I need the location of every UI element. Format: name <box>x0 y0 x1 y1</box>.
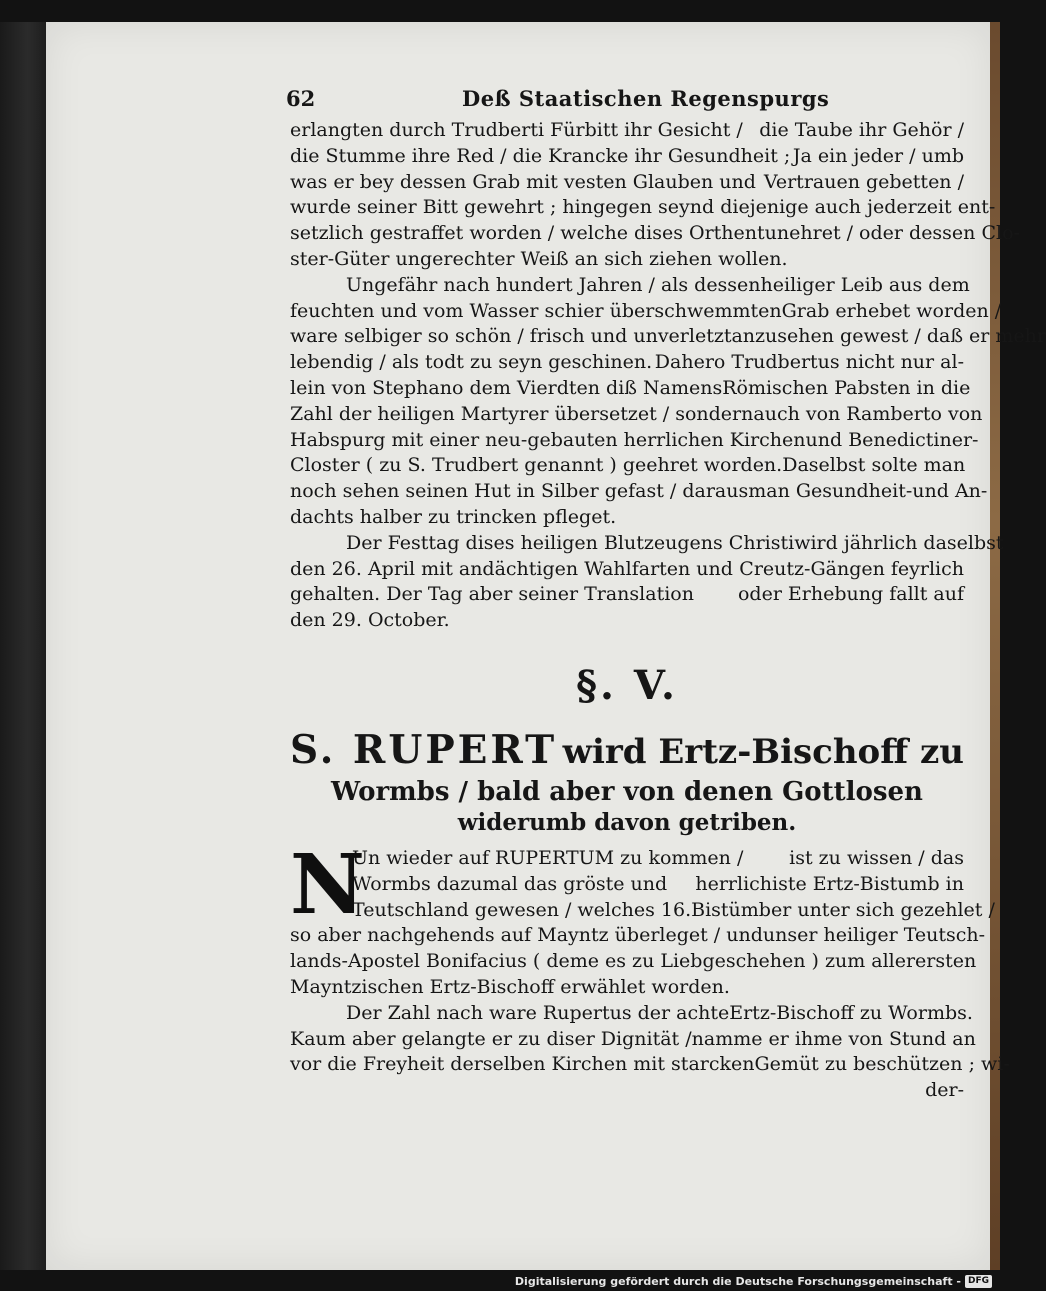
text-segment: die Taube ihr Gehör / <box>759 119 964 141</box>
text-line <box>290 144 964 170</box>
running-title: Deß Staatischen Regenspurgs <box>462 86 830 111</box>
text-segment: Un wieder auf RUPERTUM zu kommen / <box>352 846 744 869</box>
text-segment: lein von Stephano dem Vierdten diß Namens <box>290 376 723 399</box>
text-segment: Creutz-Gängen feyrlich <box>739 557 964 580</box>
text-segment: Römischen Pabsten in die <box>722 376 971 399</box>
text-line <box>290 299 1002 325</box>
text-segment: Dahero Trudbertus nicht nur al- <box>654 351 964 374</box>
text-line <box>290 505 964 531</box>
digitization-footer <box>515 1275 992 1288</box>
paragraph-2 <box>290 273 1046 531</box>
drop-cap-initial: N <box>290 836 365 933</box>
text-line <box>290 846 964 872</box>
text-segment: ist zu wissen / das <box>789 846 964 869</box>
text-segment: herrlichiste Ertz-Bistumb in <box>695 872 964 895</box>
text-line <box>290 350 964 376</box>
text-segment: so aber nachgehends auf Mayntz überleget / und <box>290 924 763 947</box>
text-line <box>290 582 964 608</box>
text-segment: Mayntzischen Ertz-Bischoff erwählet worden. <box>290 975 730 998</box>
text-line <box>290 923 986 949</box>
text-segment: Daselbst solte man <box>782 454 966 477</box>
paragraph-4 <box>290 836 995 1001</box>
text-segment: heiliger Leib aus dem <box>760 273 970 296</box>
text-segment: namme er ihme von Stund an <box>691 1027 976 1050</box>
text-segment: Habspurg mit einer neu-gebauten herrlichen Kirchen <box>290 428 806 451</box>
text-segment: feuchten und vom Wasser schier überschwemmten <box>290 299 782 322</box>
text-segment: entunehret / oder dessen Clo- <box>733 222 1020 245</box>
text-segment: erlangten durch Trudberti Fürbitt ihr Gesicht / <box>290 119 743 141</box>
text-segment: Closter ( zu S. Trudbert genannt ) geehret worden. <box>290 454 783 477</box>
text-segment: wurde seiner Bitt gewehrt ; hingegen seynd die <box>290 196 750 219</box>
section-heading <box>290 727 964 773</box>
heading-line-3: widerumb davon getriben. <box>457 808 797 836</box>
text-line <box>290 221 1020 247</box>
book-spine-left <box>0 22 46 1270</box>
paragraph-3 <box>290 531 1004 634</box>
text-line <box>290 273 970 299</box>
text-segment: auch von Ramberto von <box>753 402 983 425</box>
text-segment: Bistümber unter sich gezehlet / <box>691 898 995 921</box>
text-segment: Grab erhebet worden / <box>781 299 1002 322</box>
text-segment: lands-Apostel Bonifacius ( deme es zu Lieb <box>290 950 703 973</box>
text-line <box>290 170 964 196</box>
catchword-line <box>290 1078 964 1104</box>
text-line <box>290 118 964 144</box>
text-segment: Der Zahl nach ware Rupertus der achte <box>346 1001 730 1024</box>
text-line <box>290 898 995 924</box>
text-segment: man Gesundheit-und An- <box>748 480 988 503</box>
text-segment: gehalten. Der Tag aber seiner Translation <box>290 583 694 606</box>
paragraph-4-lines <box>290 923 986 1000</box>
text-segment: noch sehen seinen Hut in Silber gefast / daraus <box>290 480 749 503</box>
text-segment: Ungefähr nach hundert Jahren / als dessen <box>346 273 761 296</box>
text-segment: den 29. October. <box>290 609 450 632</box>
text-line <box>290 402 983 428</box>
text-line <box>290 531 1004 557</box>
text-line <box>290 1052 1010 1078</box>
text-line <box>290 479 988 505</box>
text-segment: anzusehen gewest / daß er mehr <box>731 325 1046 348</box>
text-line <box>290 428 979 454</box>
heading-rest: wird Ertz-Bischoff zu <box>562 731 964 772</box>
text-line <box>290 453 964 479</box>
text-segment: Teutschland gewesen / welches 16. <box>352 898 692 921</box>
paragraph-1 <box>290 118 1020 273</box>
text-segment: lebendig / als todt zu seyn geschinen. <box>290 351 653 374</box>
text-segment: den 26. April mit andächtigen Wahlfarten und <box>290 557 733 580</box>
heading-line-2: Wormbs / bald aber von denen Gottlosen <box>331 776 923 807</box>
text-line <box>290 324 1046 350</box>
drop-cap-lines <box>290 836 995 933</box>
text-segment: Gemüt zu beschützen ; wi- <box>754 1053 1010 1076</box>
catchword: der- <box>925 1079 964 1102</box>
page-text <box>286 86 1046 1104</box>
text-line <box>290 975 964 1001</box>
page-number: 62 <box>286 86 316 111</box>
text-segment: geschehen ) zum allerersten <box>702 950 977 973</box>
heading-saint-name: S. RUPERT <box>290 726 558 773</box>
text-segment: setzlich gestraffet worden / welche dises Orth <box>290 222 734 245</box>
section-mark: §. V. <box>576 661 678 709</box>
text-line <box>290 247 964 273</box>
text-segment: dachts halber zu trincken pfleget. <box>290 505 617 528</box>
text-segment: Zahl der heiligen Martyrer übersetzet / sondern <box>290 402 754 425</box>
text-segment: oder Erhebung fallt auf <box>737 583 964 606</box>
text-segment: ster-Güter ungerechter Weiß an sich ziehen wollen. <box>290 247 788 270</box>
text-segment: Wormbs dazumal das gröste und <box>352 872 668 895</box>
text-line <box>290 1027 976 1053</box>
text-segment: ware selbiger so schön / frisch und unverletzt <box>290 325 732 348</box>
running-head <box>286 86 964 118</box>
text-segment: und Benedictiner- <box>805 428 979 451</box>
text-line <box>290 195 996 221</box>
text-segment: die Stumme ihre Red / die Krancke ihr Gesundheit ; <box>290 144 791 167</box>
text-line <box>290 949 977 975</box>
footer-text: Digitalisierung gefördert durch die Deutsche Forschungsgemeinschaft - <box>514 1275 961 1288</box>
text-segment: wird jährlich daselbst <box>794 531 1004 554</box>
text-segment: was er bey dessen Grab mit vesten Glauben und <box>290 170 756 193</box>
text-segment: jenige auch jederzeit ent- <box>749 196 996 219</box>
text-segment: vor die Freyheit derselben Kirchen mit starcken <box>290 1053 755 1076</box>
text-segment: Ertz-Bischoff zu Wormbs. <box>729 1001 973 1024</box>
text-line <box>290 557 964 583</box>
text-segment: Vertrauen gebetten / <box>763 170 964 193</box>
text-line <box>290 1001 973 1027</box>
dfg-logo-icon: DFG <box>965 1275 992 1288</box>
text-line <box>290 376 971 402</box>
text-segment: Der Festtag dises heiligen Blutzeugens Christi <box>346 531 795 554</box>
paragraph-5 <box>290 1001 1010 1078</box>
text-segment: Ja ein jeder / umb <box>792 144 964 167</box>
text-segment: Kaum aber gelangte er zu diser Dignität / <box>290 1027 692 1050</box>
text-segment: unser heiliger Teutsch- <box>762 924 986 947</box>
text-line <box>290 608 964 634</box>
text-line <box>290 872 964 898</box>
